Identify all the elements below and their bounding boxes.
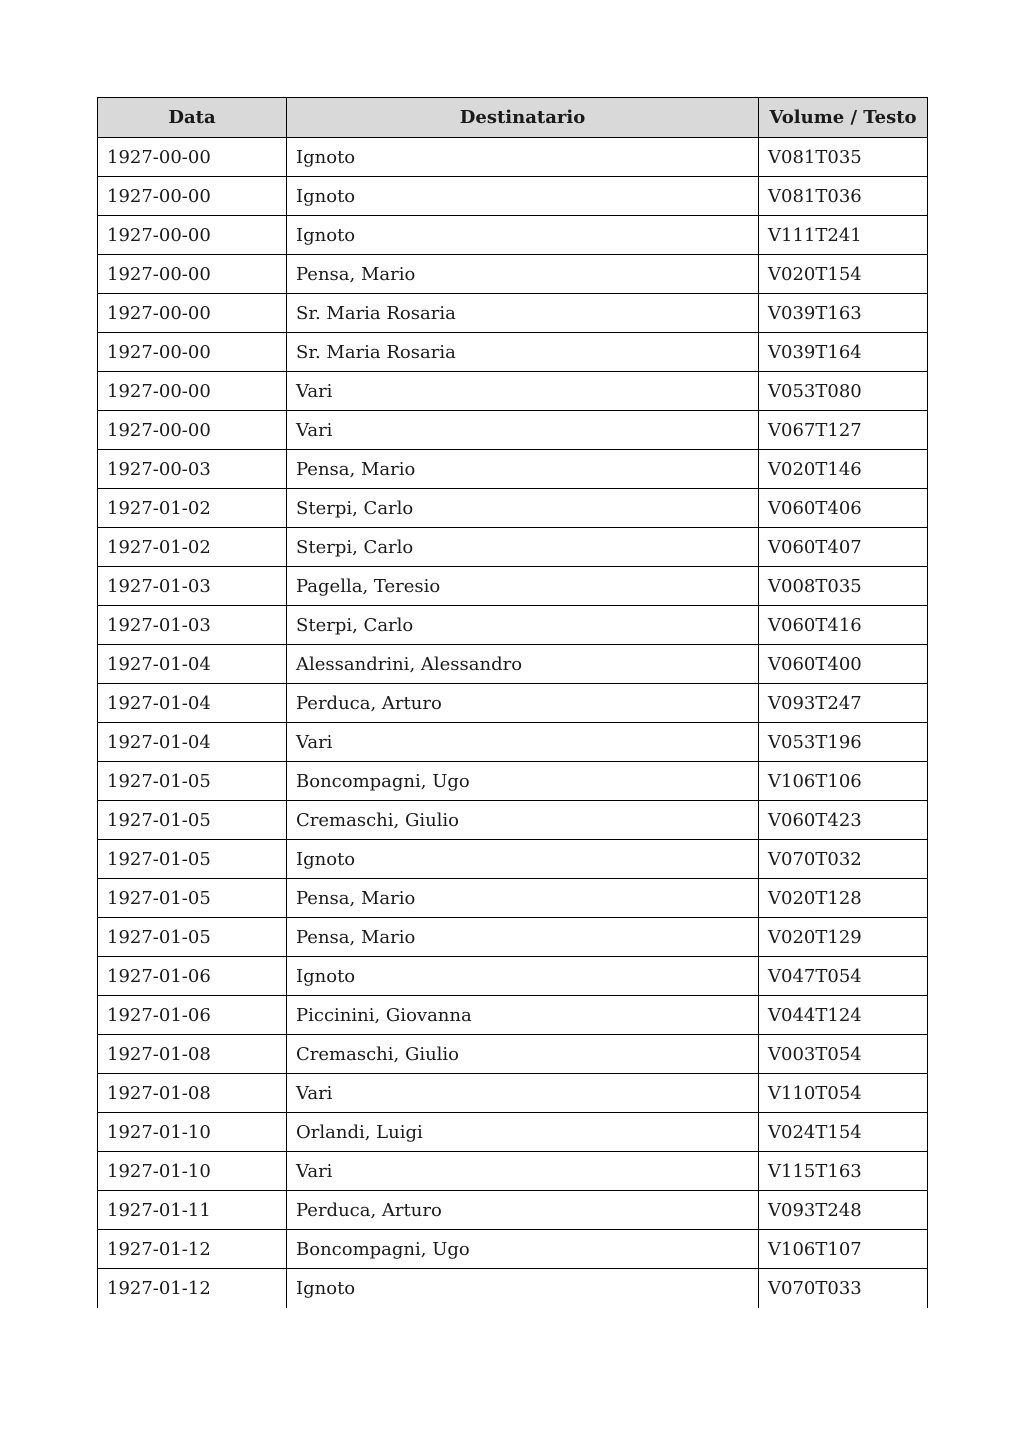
- cell-recipient: Vari: [287, 1152, 759, 1191]
- cell-recipient: Vari: [287, 723, 759, 762]
- cell-recipient: Boncompagni, Ugo: [287, 762, 759, 801]
- cell-volume: V039T163: [759, 294, 928, 333]
- cell-date: 1927-01-02: [98, 489, 287, 528]
- table-row: [98, 645, 928, 684]
- cell-date: 1927-01-10: [98, 1113, 287, 1152]
- cell-recipient: Sterpi, Carlo: [287, 489, 759, 528]
- cell-recipient: Ignoto: [287, 1269, 759, 1308]
- cell-volume: V060T423: [759, 801, 928, 840]
- cell-date: 1927-01-05: [98, 840, 287, 879]
- table-row: [98, 333, 928, 372]
- table-row: [98, 255, 928, 294]
- cell-volume: V067T127: [759, 411, 928, 450]
- cell-recipient: Piccinini, Giovanna: [287, 996, 759, 1035]
- cell-date: 1927-01-06: [98, 996, 287, 1035]
- cell-date: 1927-01-12: [98, 1269, 287, 1308]
- cell-recipient: Ignoto: [287, 216, 759, 255]
- cell-volume: V020T146: [759, 450, 928, 489]
- cell-volume: V070T033: [759, 1269, 928, 1308]
- cell-volume: V115T163: [759, 1152, 928, 1191]
- table-row: [98, 918, 928, 957]
- cell-recipient: Pensa, Mario: [287, 879, 759, 918]
- table-row: [98, 1074, 928, 1113]
- cell-recipient: Sr. Maria Rosaria: [287, 333, 759, 372]
- table-row: [98, 450, 928, 489]
- table-row: [98, 411, 928, 450]
- cell-volume: V020T154: [759, 255, 928, 294]
- cell-date: 1927-00-00: [98, 138, 287, 177]
- table-row: [98, 567, 928, 606]
- table-row: [98, 177, 928, 216]
- cell-recipient: Perduca, Arturo: [287, 1191, 759, 1230]
- cell-date: 1927-00-00: [98, 333, 287, 372]
- cell-volume: V044T124: [759, 996, 928, 1035]
- cell-recipient: Ignoto: [287, 957, 759, 996]
- cell-recipient: Sterpi, Carlo: [287, 606, 759, 645]
- cell-volume: V060T416: [759, 606, 928, 645]
- table-body: [98, 138, 928, 1308]
- cell-volume: V003T054: [759, 1035, 928, 1074]
- table-row: [98, 1113, 928, 1152]
- cell-volume: V060T400: [759, 645, 928, 684]
- cell-volume: V020T129: [759, 918, 928, 957]
- table-row: [98, 957, 928, 996]
- cell-volume: V008T035: [759, 567, 928, 606]
- cell-recipient: Pagella, Teresio: [287, 567, 759, 606]
- cell-recipient: Sterpi, Carlo: [287, 528, 759, 567]
- cell-date: 1927-01-05: [98, 801, 287, 840]
- cell-volume: V053T080: [759, 372, 928, 411]
- table-row: [98, 294, 928, 333]
- cell-recipient: Pensa, Mario: [287, 255, 759, 294]
- table-row: [98, 528, 928, 567]
- cell-date: 1927-01-06: [98, 957, 287, 996]
- table-row: [98, 762, 928, 801]
- table-row: [98, 879, 928, 918]
- column-header-volume: Volume / Testo: [759, 98, 928, 138]
- cell-date: 1927-01-05: [98, 879, 287, 918]
- cell-date: 1927-01-02: [98, 528, 287, 567]
- cell-date: 1927-01-11: [98, 1191, 287, 1230]
- cell-volume: V110T054: [759, 1074, 928, 1113]
- cell-recipient: Perduca, Arturo: [287, 684, 759, 723]
- cell-date: 1927-01-08: [98, 1035, 287, 1074]
- cell-volume: V020T128: [759, 879, 928, 918]
- cell-date: 1927-01-03: [98, 606, 287, 645]
- table-row: [98, 1035, 928, 1074]
- cell-volume: V081T036: [759, 177, 928, 216]
- cell-date: 1927-01-05: [98, 762, 287, 801]
- cell-date: 1927-01-08: [98, 1074, 287, 1113]
- table-row: [98, 1230, 928, 1269]
- cell-volume: V047T054: [759, 957, 928, 996]
- cell-volume: V093T248: [759, 1191, 928, 1230]
- table-row: [98, 996, 928, 1035]
- table-row: [98, 1269, 928, 1308]
- table-row: [98, 1191, 928, 1230]
- table-row: [98, 372, 928, 411]
- table-row: [98, 840, 928, 879]
- cell-recipient: Alessandrini, Alessandro: [287, 645, 759, 684]
- table-row: [98, 489, 928, 528]
- table-header: [98, 98, 928, 138]
- cell-date: 1927-01-12: [98, 1230, 287, 1269]
- cell-volume: V070T032: [759, 840, 928, 879]
- cell-date: 1927-00-00: [98, 411, 287, 450]
- cell-volume: V039T164: [759, 333, 928, 372]
- cell-recipient: Boncompagni, Ugo: [287, 1230, 759, 1269]
- cell-date: 1927-01-04: [98, 645, 287, 684]
- cell-volume: V106T107: [759, 1230, 928, 1269]
- cell-date: 1927-01-04: [98, 723, 287, 762]
- cell-recipient: Vari: [287, 372, 759, 411]
- table-row: [98, 801, 928, 840]
- cell-date: 1927-00-00: [98, 177, 287, 216]
- cell-date: 1927-01-03: [98, 567, 287, 606]
- table-row: [98, 723, 928, 762]
- table-row: [98, 684, 928, 723]
- cell-recipient: Pensa, Mario: [287, 450, 759, 489]
- cell-volume: V093T247: [759, 684, 928, 723]
- letters-register-table: [97, 97, 928, 1308]
- cell-date: 1927-00-00: [98, 216, 287, 255]
- cell-volume: V053T196: [759, 723, 928, 762]
- cell-date: 1927-01-05: [98, 918, 287, 957]
- cell-volume: V060T407: [759, 528, 928, 567]
- table-row: [98, 138, 928, 177]
- cell-recipient: Ignoto: [287, 177, 759, 216]
- table-row: [98, 606, 928, 645]
- cell-recipient: Vari: [287, 411, 759, 450]
- cell-date: 1927-01-10: [98, 1152, 287, 1191]
- table-row: [98, 216, 928, 255]
- cell-recipient: Ignoto: [287, 138, 759, 177]
- cell-date: 1927-00-00: [98, 372, 287, 411]
- header-row: [98, 98, 928, 138]
- cell-recipient: Cremaschi, Giulio: [287, 1035, 759, 1074]
- cell-volume: V024T154: [759, 1113, 928, 1152]
- table-row: [98, 1152, 928, 1191]
- cell-recipient: Pensa, Mario: [287, 918, 759, 957]
- cell-date: 1927-00-03: [98, 450, 287, 489]
- cell-recipient: Vari: [287, 1074, 759, 1113]
- cell-recipient: Orlandi, Luigi: [287, 1113, 759, 1152]
- cell-volume: V081T035: [759, 138, 928, 177]
- cell-recipient: Sr. Maria Rosaria: [287, 294, 759, 333]
- cell-recipient: Cremaschi, Giulio: [287, 801, 759, 840]
- column-header-recipient: Destinatario: [287, 98, 759, 138]
- cell-volume: V111T241: [759, 216, 928, 255]
- cell-date: 1927-00-00: [98, 255, 287, 294]
- column-header-date: Data: [98, 98, 287, 138]
- cell-volume: V060T406: [759, 489, 928, 528]
- cell-date: 1927-01-04: [98, 684, 287, 723]
- cell-volume: V106T106: [759, 762, 928, 801]
- cell-date: 1927-00-00: [98, 294, 287, 333]
- cell-recipient: Ignoto: [287, 840, 759, 879]
